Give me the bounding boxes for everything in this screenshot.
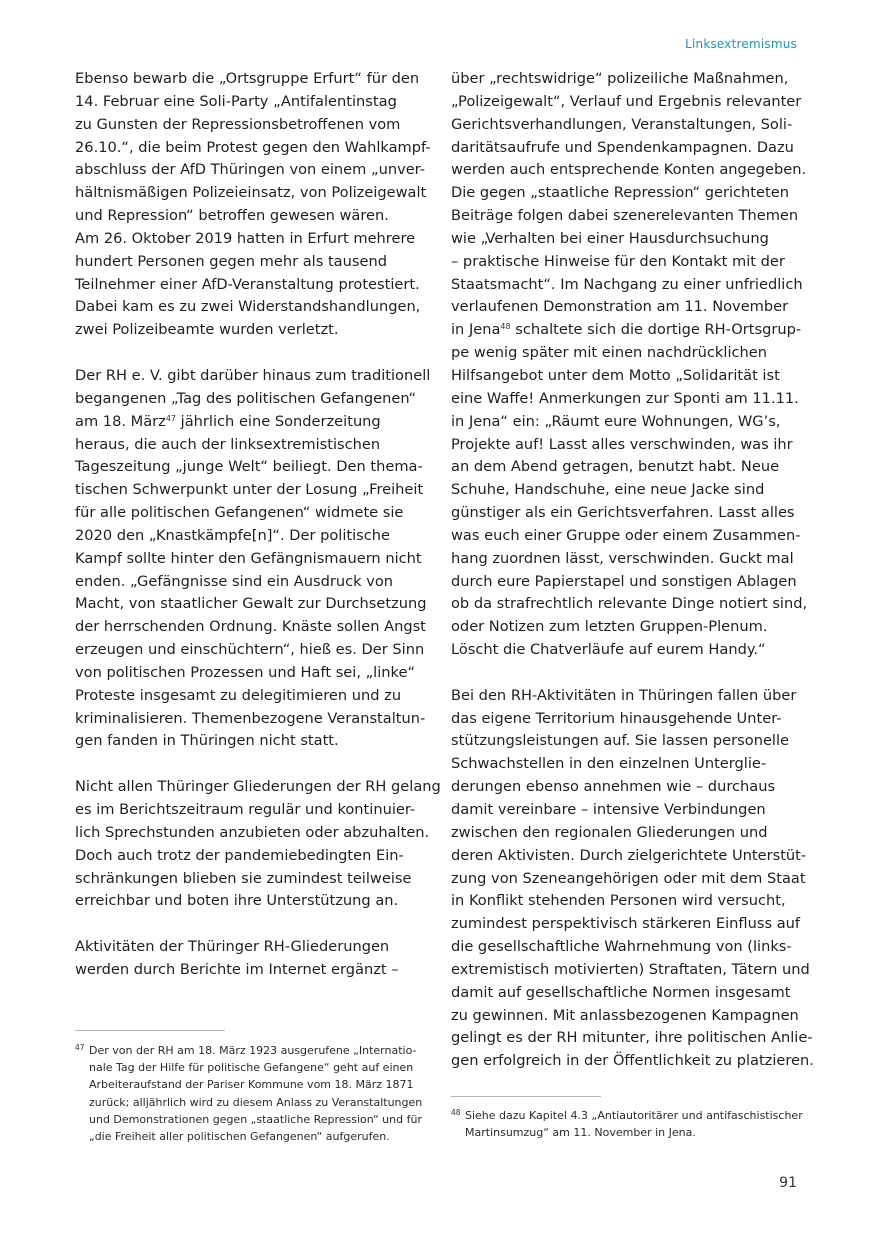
line-text: am 18. März [75,412,166,430]
text-line: enden. „Gefängnisse sind ein Ausdruck von [75,572,394,590]
text-line: das eigene Territorium hinausgehende Unter- [451,709,782,727]
text-line: der herrschenden Ordnung. Knäste sollen Angst [75,618,426,636]
text-line: „Polizeigewalt“, Verlauf und Ergebnis relevanter [451,92,802,110]
paragraph [75,776,441,913]
text-line: und Repression“ betroffen gewesen wären. [75,207,389,225]
text-line: Proteste insgesamt zu delegitimieren und zu [75,686,402,704]
text-line: werden durch Berichte im Internet ergänzt – [75,960,399,978]
text-line: Tageszeitung „junge Welt“ beiliegt. Den thema- [75,458,423,476]
footnote-text [465,1107,811,1141]
text-line: Die gegen „staatliche Repression“ gerichteten [451,184,789,202]
text-line: für alle politischen Gefangenen“ widmete sie [75,504,404,522]
text-line: Am 26. Oktober 2019 hatten in Erfurt mehrere [75,229,416,247]
text-line: Schuhe, Handschuhe, eine neue Jacke sind [451,481,765,499]
text-line: hältnismäßigen Polizeieinsatz, von Polizeigewalt [75,184,427,202]
text-line: Schwachstellen in den einzelnen Unterglie- [451,755,767,773]
text-line: damit vereinbare – intensive Verbindungen [451,801,766,818]
text-line: gen fanden in Thüringen nicht statt. [75,732,339,750]
text-line: zung von Szeneangehörigen oder mit dem Staat [451,869,806,887]
text-line: derungen ebenso annehmen wie – durchaus [451,778,776,796]
text-line: deren Aktivisten. Durch zielgerichtete Unterstüt- [451,846,807,864]
text-line: stützungsleistungen auf. Sie lassen personelle [451,732,790,750]
text-line: Der RH e. V. gibt darüber hinaus zum traditionell [75,366,431,384]
page-number: 91 [779,1175,797,1191]
text-line: Aktivitäten der Thüringer RH-Gliederungen [75,938,390,956]
text-line: durch eure Papierstapel und sonstigen Ablagen [451,572,797,590]
text-line: Dabei kam es zu zwei Widerstandshandlungen, [75,298,421,316]
text-line: günstiger als ein Gerichtsverfahren. Lasst alles [451,504,795,522]
text-line: Gerichtsverhandlungen, Veranstaltungen, Soli- [451,115,793,133]
text-line: gelingt es der RH mitunter, ihre politischen Anlie- [451,1029,813,1047]
text-line: wie „Verhalten bei einer Hausdurchsuchung [451,229,769,247]
footnote-rule-left [75,1030,225,1031]
text-line: kriminalisieren. Themenbezogene Veranstaltun- [75,709,426,727]
line-text: jährlich eine Sonderzeitung [176,412,381,430]
text-line: abschluss der AfD Thüringen von einem „unver- [75,161,426,179]
text-line: erreichbar und boten ihre Unterstützung an. [75,892,399,910]
text-line: hundert Personen gegen mehr als tausend [75,252,387,270]
text-line: werden auch entsprechende Konten angegeben. [451,161,807,179]
text-line: gen erfolgreich in der Öffentlichkeit zu platzieren. [451,1052,814,1070]
text-line: tischen Schwerpunkt unter der Losung „Freiheit [75,481,424,499]
text-line: Siehe dazu Kapitel 4.3 „Antiautoritärer und antifaschistischer [465,1109,803,1122]
text-line: in Konflikt stehenden Personen wird versucht, [451,892,786,910]
right-column [451,68,814,1073]
text-line: Martinsumzug“ am 11. November in Jena. [465,1126,696,1140]
text-line: Teilnehmer einer AfD-Veranstaltung protestiert. [75,275,420,293]
text-line: die gesellschaftliche Wahrnehmung von (links- [451,938,792,956]
text-line: hang zuordnen lässt, verschwinden. Guckt mal [451,549,794,567]
text-line: Bei den RH-Aktivitäten in Thüringen fallen über [451,686,797,704]
text-line: zu Gunsten der Repressionsbetroffenen vom [75,115,401,133]
left-column [75,68,441,982]
text-line: eine Waffe! Anmerkungen zur Sponti am 11.11. [451,389,799,407]
text-line: an dem Abend getragen, benutzt habt. Neue [451,458,780,476]
text-line: Hilfsangebot unter dem Motto „Solidarität ist [451,366,780,384]
paragraph [75,68,431,342]
text-line: ob da strafrechtlich relevante Dinge notiert sind, [451,595,808,613]
text-line: oder Notizen zum letzten Gruppen-Plenum. [451,618,768,636]
text-line: – praktische Hinweise für den Kontakt mit der [451,252,785,270]
text-line: lich Sprechstunden anzubieten oder abzuhalten. [75,823,430,841]
text-line: über „rechtswidrige“ polizeiliche Maßnahmen, [451,70,789,87]
paragraph [451,685,814,1073]
text-line [75,411,425,434]
text-line: Ebenso bewarb die „Ortsgruppe Erfurt“ für den [75,70,420,87]
text-line: erzeugen und einschüchtern“, hieß es. Der Sinn [75,641,425,659]
text-line: und Demonstrationen gegen „staatliche Repression“ und für [89,1112,422,1126]
footnote-ref[interactable]: 47 [165,413,177,423]
text-line: in Jena“ ein: „Räumt eure Wohnungen, WG’s, [451,412,781,430]
footnote-number: 47 [75,1043,85,1052]
text-line: zwei Polizeibeamte wurden verletzt. [75,321,339,339]
text-line: extremistisch motivierten) Straftaten, Tätern und [451,960,810,978]
text-line: zurück; alljährlich wird zu diesem Anlass zu Veranstaltungen [89,1095,423,1109]
text-line: Doch auch trotz der pandemiebedingten Ein- [75,846,404,864]
text-line: Beiträge folgen dabei szenerelevanten Themen [451,207,799,225]
text-line: Löscht die Chatverläufe auf eurem Handy.“ [451,641,766,659]
text-line: nale Tag der Hilfe für politische Gefangene“ geht auf einen [89,1061,414,1075]
text-line: Staatsmacht“. Im Nachgang zu einer unfriedlich [451,275,803,293]
footnote-ref[interactable]: 48 [500,322,511,332]
text-line: zumindest perspektivisch stärkeren Einfluss auf [451,915,801,933]
text-line: zwischen den regionalen Gliederungen und [451,823,768,841]
footnote-rule-right [451,1096,601,1097]
text-line: 2020 den „Knastkämpfe[n]“. Der politische [75,526,391,544]
text-line: zu gewinnen. Mit anlassbezogenen Kampagnen [451,1006,799,1024]
footnote-47 [75,1042,435,1145]
text-line: 14. Februar eine Soli-Party „Antifalentinstag [75,92,397,110]
text-line: es im Berichtszeitraum regulär und kontinuier- [75,801,416,818]
running-header: Linksextremismus [685,37,797,51]
line-text: in Jena [451,321,501,339]
text-line: Arbeiteraufstand der Pariser Kommune vom 18. März 1871 [89,1078,414,1092]
text-line: Nicht allen Thüringer Gliederungen der RH gelang [75,778,441,796]
text-line: „die Freiheit aller politischen Gefangenen“ aufgerufen. [89,1130,390,1144]
paragraph [451,68,808,662]
text-line: heraus, die auch der linksextremistischen [75,435,381,453]
text-line: begangenen „Tag des politischen Gefangenen“ [75,389,417,407]
text-line: 26.10.“, die beim Protest gegen den Wahlkampf- [75,138,431,156]
text-line: Macht, von staatlicher Gewalt zur Durchsetzung [75,595,427,613]
text-line: pe wenig später mit einen nachdrücklichen [451,344,767,362]
text-line: schränkungen blieben sie zumindest teilweise [75,869,412,887]
text-line: Der von der RH am 18. März 1923 ausgerufene „Internatio- [89,1044,417,1057]
text-line [451,319,801,342]
text-line: was euch einer Gruppe oder einem Zusammen- [451,526,801,544]
paragraph [75,936,425,982]
footnote-text [89,1042,435,1145]
footnote-number: 48 [451,1108,461,1117]
text-line: Kampf sollte hinter den Gefängnismauern nicht [75,549,422,567]
text-line: damit auf gesellschaftliche Normen insgesamt [451,983,791,1001]
footnote-48 [451,1107,811,1141]
text-line: von politischen Prozessen und Haft sei, „linke“ [75,663,416,681]
text-line: daritätsaufrufe und Spendenkampagnen. Dazu [451,138,794,156]
line-text: schaltete sich die dortige RH-Ortsgrup- [510,321,802,339]
paragraph [75,365,431,753]
text-line: verlaufenen Demonstration am 11. November [451,298,789,316]
text-line: Projekte auf! Lasst alles verschwinden, was ihr [451,435,793,453]
